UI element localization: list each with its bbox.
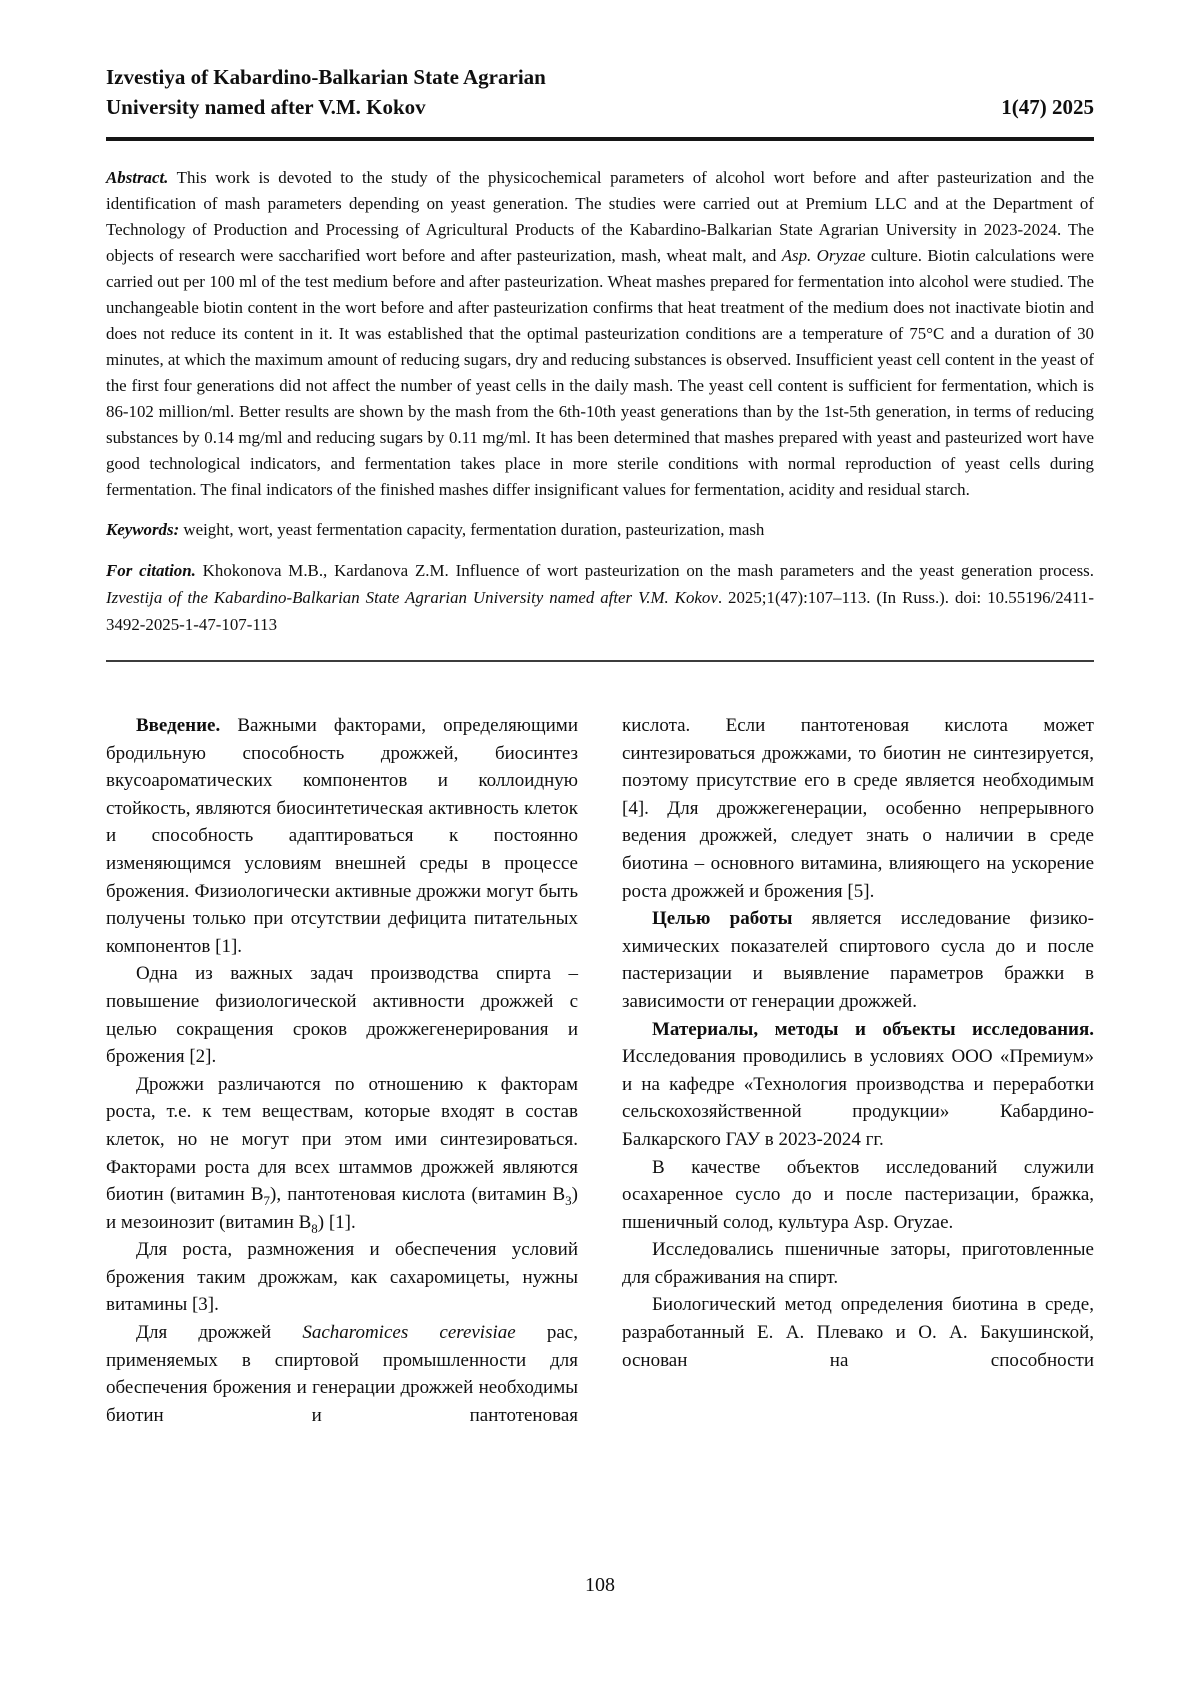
paragraph: Целью работы является исследование физико-химических показателей спиртового сусла до и после пастеризации и выявление параметров бражки в зависимости от генерации дрожжей. [622, 908, 1095, 1012]
keywords-label: Keywords: [106, 520, 180, 539]
keywords-text: weight, wort, yeast fermentation capacity, fermentation duration, pasteurization, mash [179, 520, 765, 539]
paragraph: Для дрожжей Sacharomices cerevisiae рас, применяемых в спиртовой промышленности для обеспечения брожения и генерации дрожжей необходимы биотин и пантотеновая [106, 1322, 578, 1426]
paragraph: Биологический метод определения биотина в среде, разработанный Е. А. Плевако и О. А. Бакушинской, основан на способности [622, 1294, 1094, 1371]
abstract-species-italic: Asp. Oryzae [781, 246, 866, 265]
page-number: 108 [585, 1574, 615, 1596]
abstract-text-1: This work is devoted to the study of the physicochemical parameters of alcohol wort before and after pasteurization and the identification of mash parameters depending on yeast generation. The studies were carried out at Premium LLC and at the Department of Technology of Production and Processing of Agricultural Products of the Kabardino-Balkarian State Agrarian University in 2023-2024. The objects of research were saccharified wort before and after pasteurization, mash, wheat malt, and [106, 168, 1094, 265]
citation-label: For citation. [106, 561, 196, 580]
abstract-paragraph [106, 165, 1094, 503]
header-rule [106, 137, 1094, 141]
citation-text: Khokonova M.B., Kardanova Z.M. Influence of wort pasteurization on the mash parameters and the yeast generation process. [195, 561, 1094, 580]
citation-journal-italic: Izvestija of the Kabardino-Balkarian State Agrarian University named after V.M. Kokov [106, 588, 718, 607]
abstract-text-2: culture. Biotin calculations were carried out per 100 ml of the test medium before and after pasteurization. Wheat mashes prepared for fermentation into alcohol were studied. The unchangeable biotin content in the wort before and after pasteurization confirms that heat treatment of the medium does not inactivate biotin and does not reduce its content in it. It was established that the optimal pasteurization conditions are a temperature of 75°C and a duration of 30 minutes, at which the maximum amount of reducing sugars, dry and reducing substances is observed. Insufficient yeast cell content in the yeast of the first four generations did not affect the number of yeast cells in the daily mash. The yeast cell content is sufficient for fermentation, which is 86-102 million/ml. Better results are shown by the mash from the 6th-10th yeast generations than by the 1st-5th generation, in terms of reducing substances by 0.14 mg/ml and reducing sugars by 0.11 mg/ml. It has been determined that mashes prepared with yeast and pasteurized wort have good technological indicators, and fermentation takes place in more sterile conditions with normal reproduction of yeast cells during fermentation. The final indicators of the finished mashes differ insignificant values for fermentation, acidity and residual starch. [106, 246, 1095, 499]
left-column [106, 712, 578, 1429]
paragraph: Исследовались пшеничные заторы, приготовленные для сбраживания на спирт. [622, 1239, 1094, 1288]
citation-doi-text: . 2025;1(47):107–113. (In Russ.). doi: 10.55196/2411-3492-2025-1-47-107-113 [106, 588, 1095, 634]
paragraph: кислота. Если пантотеновая кислота может синтезироваться дрожжами, то биотин не синтезируется, поэтому присутствие его в среде является необходимым [4]. Для дрожжегенерации, особенно непрерывного ведения дрожжей, следует знать о наличии в среде биотина – основного витамина, влияющего на ускорение роста дрожжей и брожения [5]. [622, 715, 1094, 902]
section-divider [106, 660, 1094, 662]
issue-number: 1(47) 2025 [1001, 95, 1094, 119]
paragraph: В качестве объектов исследований служили осахаренное сусло до и после пастеризации, бражка, пшеничный солод, культура Asp. Oryzae. [622, 1156, 1094, 1233]
paragraph: Одна из важных задач производства спирта – повышение физиологической активности дрожжей с целью сокращения сроков дрожжегенерирования и брожения [2]. [106, 963, 578, 1068]
citation-paragraph [106, 557, 1094, 638]
right-column [622, 712, 1094, 1429]
paragraph: Дрожжи различаются по отношению к факторам роста, т.е. к тем веществам, которые входят в состав клеток, но не могут при этом ими синтезироваться. Факторами роста для всех штаммов дрожжей являются биотин (витамин $В_7$), пантотеновая кислота (витамин $В_3$) и мезоинозит (витамин $В_8$) [1]. [106, 1073, 578, 1236]
article-body [106, 712, 1094, 1429]
paragraph: Введение. Важными факторами, определяющими бродильную способность дрожжей, биосинтез вкусоароматических компонентов и коллоидную стойкость, являются биосинтетическая активность клеток и способность адаптироваться к постоянно изменяющимся условиям внешней среды в процессе брожения. Физиологически активные дрожжи могут быть получены только при отсутствии дефицита питательных компонентов [1]. [106, 715, 578, 957]
journal-title-line1: Izvestiya of Kabardino-Balkarian State Agrarian [106, 65, 546, 89]
journal-title-line2: University named after V.M. Kokov [106, 95, 426, 119]
front-matter [106, 165, 1094, 638]
header-row [106, 92, 1094, 122]
abstract-label: Abstract. [106, 168, 169, 187]
keywords-paragraph [106, 517, 1094, 543]
paragraph: Материалы, методы и объекты исследования. Исследования проводились в условиях ООО «Премиум» и на кафедре «Технология производства и переработки сельскохозяйственной продукции» Кабардино-Балкарского ГАУ в 2023-2024 гг. [622, 1018, 1094, 1150]
paragraph: Для роста, размножения и обеспечения условий брожения таким дрожжам, как сахаромицеты, нужны витамины [3]. [106, 1239, 578, 1316]
